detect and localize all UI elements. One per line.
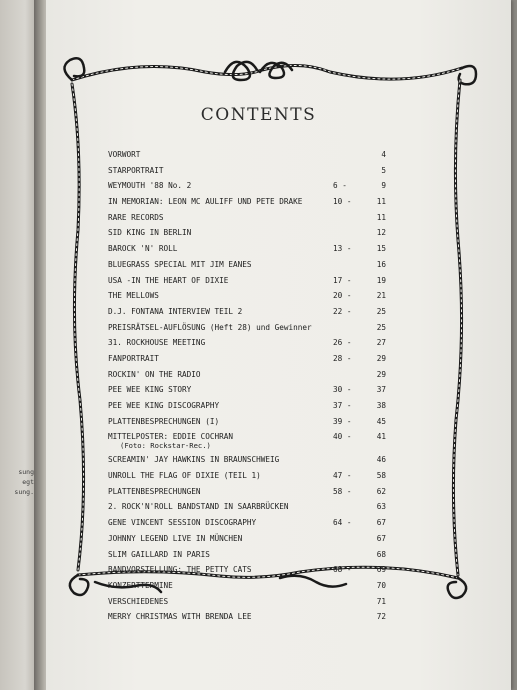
toc-entry-end-page: 5 bbox=[381, 165, 386, 175]
toc-entry-title: STARPORTRAIT bbox=[108, 165, 164, 175]
toc-entry-title: BLUEGRASS SPECIAL MIT JIM EANES bbox=[108, 259, 252, 269]
toc-entry-end-page: 15 bbox=[376, 244, 386, 254]
contents-list bbox=[108, 147, 388, 625]
toc-entry-end-page: 58 bbox=[376, 471, 386, 481]
toc-entry-end-page: 63 bbox=[376, 502, 386, 512]
toc-entry-end-page: 45 bbox=[376, 416, 386, 426]
toc-entry bbox=[108, 429, 388, 452]
toc-entry-title: VERSCHIEDENES bbox=[108, 596, 169, 606]
toc-entry-title: RARE RECORDS bbox=[108, 212, 164, 222]
toc-entry-title: MITTELPOSTER: EDDIE COCHRAN bbox=[108, 432, 233, 442]
toc-entry-start-page: 22 - bbox=[333, 306, 352, 316]
toc-entry-end-page: 72 bbox=[376, 612, 386, 622]
toc-entry bbox=[108, 257, 388, 273]
toc-entry-end-page: 16 bbox=[376, 259, 386, 269]
toc-entry bbox=[108, 178, 388, 194]
toc-entry bbox=[108, 468, 388, 484]
toc-entry bbox=[108, 273, 388, 289]
toc-entry-end-page: 12 bbox=[376, 228, 386, 238]
toc-entry-title: THE MELLOWS bbox=[108, 291, 159, 301]
toc-entry-title: D.J. FONTANA INTERVIEW TEIL 2 bbox=[108, 306, 243, 316]
toc-entry bbox=[108, 547, 388, 563]
page-title: CONTENTS bbox=[200, 105, 317, 125]
toc-entry-title: FANPORTRAIT bbox=[108, 353, 159, 363]
toc-entry bbox=[108, 288, 388, 304]
toc-entry-title: WEYMOUTH '88 No. 2 bbox=[108, 181, 192, 191]
toc-entry-end-page: 67 bbox=[376, 533, 386, 543]
toc-entry-title: 31. ROCKHOUSE MEETING bbox=[108, 338, 206, 348]
toc-entry bbox=[108, 147, 388, 163]
toc-entry bbox=[108, 562, 388, 578]
toc-entry-title: SCREAMIN' JAY HAWKINS IN BRAUNSCHWEIG bbox=[108, 455, 280, 465]
toc-entry-start-page: 47 - bbox=[333, 471, 352, 481]
toc-entry-start-page: 10 - bbox=[333, 197, 352, 207]
toc-entry-title: PEE WEE KING DISCOGRAPHY bbox=[108, 401, 220, 410]
toc-entry-title: BANDVORSTELLUNG: THE PETTY CATS bbox=[108, 565, 252, 575]
toc-entry bbox=[108, 515, 388, 531]
toc-entry-title: KONZERTTERMINE bbox=[108, 580, 173, 590]
toc-entry-start-page: 30 - bbox=[333, 385, 352, 395]
toc-entry bbox=[108, 194, 388, 210]
previous-page-text: sung egt sung. bbox=[14, 468, 34, 496]
toc-entry-end-page: 19 bbox=[376, 275, 386, 285]
toc-entry bbox=[108, 382, 388, 398]
toc-entry-title: VORWORT bbox=[108, 150, 141, 159]
toc-entry bbox=[108, 398, 388, 414]
toc-entry bbox=[108, 452, 388, 468]
toc-entry-subtitle: (Foto: Rockstar-Rec.) bbox=[120, 441, 211, 451]
toc-entry-start-page: 26 - bbox=[333, 338, 352, 348]
toc-entry-start-page: 64 - bbox=[333, 518, 352, 528]
toc-entry bbox=[108, 531, 388, 547]
toc-entry-title: SID KING IN BERLIN bbox=[108, 228, 192, 238]
toc-entry-end-page: 25 bbox=[376, 306, 386, 316]
toc-entry-end-page: 11 bbox=[376, 212, 386, 222]
toc-entry-end-page: 67 bbox=[376, 518, 386, 528]
toc-entry-start-page: 37 - bbox=[333, 401, 352, 410]
toc-entry bbox=[108, 163, 388, 179]
toc-entry-start-page: 20 - bbox=[333, 291, 352, 301]
toc-entry-title: PLATTENBESPRECHUNGEN (I) bbox=[108, 416, 220, 426]
toc-entry-start-page: 39 - bbox=[333, 416, 352, 426]
toc-entry-title: USA -IN THE HEART OF DIXIE bbox=[108, 275, 229, 285]
toc-entry-title: PLATTENBESPRECHUNGEN bbox=[108, 486, 201, 496]
toc-entry bbox=[108, 609, 388, 625]
toc-entry-end-page: 68 bbox=[376, 549, 386, 559]
toc-entry-end-page: 29 bbox=[376, 369, 386, 379]
toc-entry-start-page: 58 - bbox=[333, 486, 352, 496]
toc-entry-title: IN MEMORIAN: LEON MC AULIFF UND PETE DRAKE bbox=[108, 197, 303, 207]
toc-entry-end-page: 62 bbox=[376, 486, 386, 496]
toc-entry-end-page: 25 bbox=[376, 322, 386, 332]
toc-entry-end-page: 69 bbox=[376, 565, 386, 575]
toc-entry-end-page: 11 bbox=[376, 197, 386, 207]
toc-entry bbox=[108, 499, 388, 515]
toc-entry-title: SLIM GAILLARD IN PARIS bbox=[108, 549, 210, 559]
toc-entry-end-page: 4 bbox=[381, 150, 386, 159]
toc-entry-end-page: 71 bbox=[376, 596, 386, 606]
toc-entry bbox=[108, 414, 388, 430]
toc-entry-title: 2. ROCK'N'ROLL BANDSTAND IN SAARBRÜCKEN bbox=[108, 502, 289, 512]
toc-entry bbox=[108, 304, 388, 320]
toc-entry bbox=[108, 594, 388, 610]
toc-entry-start-page: 28 - bbox=[333, 353, 352, 363]
toc-entry bbox=[108, 484, 388, 500]
toc-entry-start-page: 17 - bbox=[333, 275, 352, 285]
toc-entry-end-page: 29 bbox=[376, 353, 386, 363]
toc-entry bbox=[108, 241, 388, 257]
toc-entry-title: PREISRÄTSEL-AUFLÖSUNG (Heft 28) und Gewinner bbox=[108, 322, 312, 332]
toc-entry-end-page: 9 bbox=[381, 181, 386, 191]
toc-entry-end-page: 70 bbox=[376, 580, 386, 590]
toc-entry-title: GENE VINCENT SESSION DISCOGRAPHY bbox=[108, 518, 257, 528]
toc-entry bbox=[108, 210, 388, 226]
toc-entry-start-page: 68 - bbox=[333, 565, 352, 575]
toc-entry bbox=[108, 351, 388, 367]
toc-entry-end-page: 41 bbox=[376, 432, 386, 442]
toc-entry bbox=[108, 367, 388, 383]
toc-entry-start-page: 13 - bbox=[333, 244, 352, 254]
toc-entry-title: ROCKIN' ON THE RADIO bbox=[108, 369, 201, 379]
toc-entry bbox=[108, 320, 388, 336]
toc-entry-end-page: 38 bbox=[376, 401, 386, 410]
toc-entry-end-page: 21 bbox=[376, 291, 386, 301]
toc-entry-title: MERRY CHRISTMAS WITH BRENDA LEE bbox=[108, 612, 252, 622]
toc-entry-title: PEE WEE KING STORY bbox=[108, 385, 192, 395]
toc-entry-title: UNROLL THE FLAG OF DIXIE (TEIL 1) bbox=[108, 471, 261, 481]
toc-entry-end-page: 37 bbox=[376, 385, 386, 395]
toc-entry-title: JOHNNY LEGEND LIVE IN MÜNCHEN bbox=[108, 533, 243, 543]
toc-entry bbox=[108, 335, 388, 351]
toc-entry-end-page: 46 bbox=[376, 455, 386, 465]
toc-entry-end-page: 27 bbox=[376, 338, 386, 348]
toc-entry-start-page: 6 - bbox=[333, 181, 347, 191]
toc-entry bbox=[108, 225, 388, 241]
toc-entry-title: BAROCK 'N' ROLL bbox=[108, 244, 178, 254]
toc-entry-start-page: 40 - bbox=[333, 432, 352, 442]
toc-entry bbox=[108, 578, 388, 594]
